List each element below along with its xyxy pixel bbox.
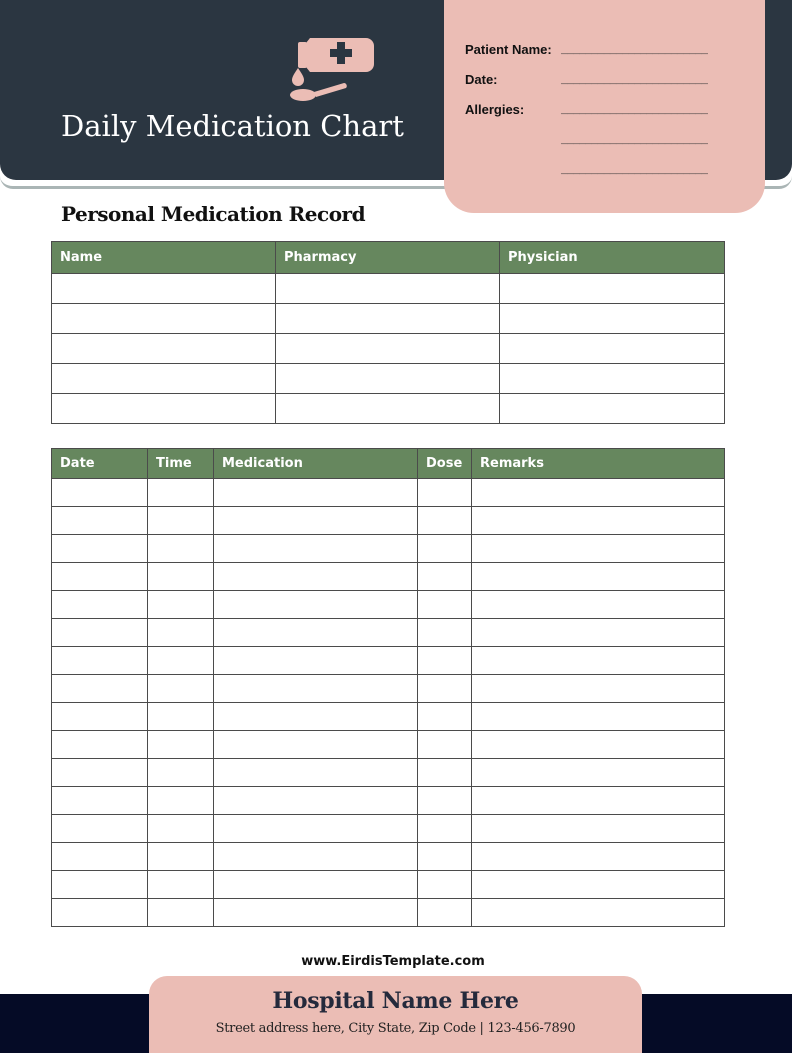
- table-cell[interactable]: [418, 479, 472, 507]
- table-cell[interactable]: [472, 815, 725, 843]
- column-header-dose: Dose: [418, 449, 472, 479]
- table-cell[interactable]: [214, 899, 418, 927]
- table-cell[interactable]: [148, 563, 214, 591]
- table-row: [52, 899, 725, 927]
- table-cell[interactable]: [472, 871, 725, 899]
- table-row: [52, 304, 725, 334]
- table-cell[interactable]: [418, 507, 472, 535]
- table-cell[interactable]: [500, 304, 725, 334]
- table-cell[interactable]: [418, 759, 472, 787]
- table-cell[interactable]: [148, 619, 214, 647]
- table-cell[interactable]: [52, 619, 148, 647]
- table-row: [52, 394, 725, 424]
- table-cell[interactable]: [472, 507, 725, 535]
- hospital-info-card: [149, 976, 642, 1053]
- table-cell[interactable]: [472, 563, 725, 591]
- table-row: [52, 647, 725, 675]
- table-cell[interactable]: [52, 563, 148, 591]
- table-row: [52, 815, 725, 843]
- table-cell[interactable]: [276, 334, 500, 364]
- table-cell[interactable]: [214, 871, 418, 899]
- table-row: [52, 759, 725, 787]
- table-row: [52, 507, 725, 535]
- table-cell[interactable]: [148, 787, 214, 815]
- table-cell[interactable]: [472, 787, 725, 815]
- table-cell[interactable]: [148, 871, 214, 899]
- table-row: [52, 334, 725, 364]
- table-cell[interactable]: [418, 703, 472, 731]
- table-cell[interactable]: [214, 619, 418, 647]
- table-cell[interactable]: [472, 675, 725, 703]
- table-cell[interactable]: [418, 787, 472, 815]
- table-cell[interactable]: [418, 731, 472, 759]
- table-row: [52, 703, 725, 731]
- table-cell[interactable]: [418, 619, 472, 647]
- table-cell[interactable]: [472, 899, 725, 927]
- table-cell[interactable]: [472, 843, 725, 871]
- column-header-time: Time: [148, 449, 214, 479]
- table-row: [52, 591, 725, 619]
- table-cell[interactable]: [148, 591, 214, 619]
- table-cell[interactable]: [214, 647, 418, 675]
- allergies-field-line-3[interactable]: ________________________: [561, 165, 708, 177]
- website-link[interactable]: www.EirdisTemplate.com: [301, 954, 485, 969]
- table-row: [52, 364, 725, 394]
- medication-log-table: [51, 448, 725, 927]
- table-cell[interactable]: [472, 479, 725, 507]
- table-header-row: [52, 449, 725, 479]
- table-cell[interactable]: [52, 871, 148, 899]
- table-cell[interactable]: [214, 591, 418, 619]
- table-cell[interactable]: [52, 394, 276, 424]
- table-cell[interactable]: [418, 647, 472, 675]
- table-cell[interactable]: [148, 507, 214, 535]
- table-cell[interactable]: [472, 731, 725, 759]
- table-cell[interactable]: [214, 563, 418, 591]
- table-cell[interactable]: [52, 479, 148, 507]
- table-cell[interactable]: [148, 535, 214, 563]
- table-cell[interactable]: [214, 731, 418, 759]
- table-cell[interactable]: [52, 507, 148, 535]
- table-row: [52, 479, 725, 507]
- table-cell[interactable]: [148, 731, 214, 759]
- hospital-name: Hospital Name Here: [272, 988, 519, 1014]
- table-cell[interactable]: [214, 815, 418, 843]
- table-cell[interactable]: [214, 703, 418, 731]
- column-header-pharmacy: Pharmacy: [276, 242, 500, 274]
- column-header-medication: Medication: [214, 449, 418, 479]
- table-cell[interactable]: [276, 364, 500, 394]
- allergies-field-line-2[interactable]: ________________________: [561, 135, 708, 147]
- table-cell[interactable]: [52, 304, 276, 334]
- patient-name-label: Patient Name:: [465, 42, 552, 57]
- table-row: [52, 787, 725, 815]
- table-cell[interactable]: [52, 731, 148, 759]
- table-cell[interactable]: [52, 675, 148, 703]
- table-row: [52, 563, 725, 591]
- table-cell[interactable]: [52, 703, 148, 731]
- table-cell[interactable]: [500, 364, 725, 394]
- table-cell[interactable]: [418, 535, 472, 563]
- table-cell[interactable]: [418, 563, 472, 591]
- table-row: [52, 871, 725, 899]
- table-cell[interactable]: [500, 334, 725, 364]
- column-header-physician: Physician: [500, 242, 725, 274]
- table-cell[interactable]: [214, 535, 418, 563]
- page-title: Daily Medication Chart: [61, 109, 404, 143]
- table-cell[interactable]: [214, 843, 418, 871]
- table-cell[interactable]: [472, 535, 725, 563]
- table-cell[interactable]: [214, 759, 418, 787]
- table-cell[interactable]: [418, 675, 472, 703]
- table-cell[interactable]: [148, 843, 214, 871]
- table-cell[interactable]: [418, 591, 472, 619]
- column-header-name: Name: [52, 242, 276, 274]
- table-cell[interactable]: [418, 815, 472, 843]
- table-cell[interactable]: [52, 535, 148, 563]
- table-cell[interactable]: [214, 787, 418, 815]
- table-cell[interactable]: [52, 364, 276, 394]
- table-cell[interactable]: [500, 274, 725, 304]
- record-heading: Personal Medication Record: [61, 202, 366, 226]
- table-row: [52, 535, 725, 563]
- table-row: [52, 731, 725, 759]
- table-cell[interactable]: [52, 647, 148, 675]
- table-cell[interactable]: [214, 507, 418, 535]
- table-cell[interactable]: [52, 334, 276, 364]
- table-cell[interactable]: [214, 479, 418, 507]
- table-header-row: [52, 242, 725, 274]
- table-cell[interactable]: [472, 759, 725, 787]
- table-cell[interactable]: [52, 274, 276, 304]
- table-cell[interactable]: [148, 899, 214, 927]
- column-header-date: Date: [52, 449, 148, 479]
- table-cell[interactable]: [52, 759, 148, 787]
- table-cell[interactable]: [148, 759, 214, 787]
- table-cell[interactable]: [148, 675, 214, 703]
- table-cell[interactable]: [148, 647, 214, 675]
- table-row: [52, 274, 725, 304]
- patient-name-field[interactable]: ________________________: [561, 45, 708, 57]
- table-cell[interactable]: [52, 843, 148, 871]
- allergies-label: Allergies:: [465, 102, 525, 117]
- table-cell[interactable]: [472, 647, 725, 675]
- table-cell[interactable]: [148, 703, 214, 731]
- medicine-bottle-spoon-icon: [284, 32, 376, 104]
- hospital-address: Street address here, City State, Zip Code | 123-456-7890: [215, 1021, 576, 1036]
- allergies-field[interactable]: ________________________: [561, 105, 708, 117]
- table-cell[interactable]: [472, 591, 725, 619]
- table-cell[interactable]: [500, 394, 725, 424]
- date-label: Date:: [465, 72, 498, 87]
- table-cell[interactable]: [52, 899, 148, 927]
- table-cell[interactable]: [276, 274, 500, 304]
- patient-info-card: [444, 0, 765, 213]
- column-header-remarks: Remarks: [472, 449, 725, 479]
- table-cell[interactable]: [418, 899, 472, 927]
- table-cell[interactable]: [418, 843, 472, 871]
- table-cell[interactable]: [214, 675, 418, 703]
- table-cell[interactable]: [472, 703, 725, 731]
- table-cell[interactable]: [276, 394, 500, 424]
- table-row: [52, 843, 725, 871]
- date-field[interactable]: ________________________: [561, 75, 708, 87]
- table-cell[interactable]: [52, 787, 148, 815]
- table-row: [52, 619, 725, 647]
- personal-record-table: [51, 241, 725, 424]
- table-cell[interactable]: [52, 591, 148, 619]
- table-cell[interactable]: [52, 815, 148, 843]
- table-cell[interactable]: [276, 304, 500, 334]
- table-cell[interactable]: [418, 871, 472, 899]
- table-cell[interactable]: [148, 479, 214, 507]
- table-row: [52, 675, 725, 703]
- table-cell[interactable]: [148, 815, 214, 843]
- table-cell[interactable]: [472, 619, 725, 647]
